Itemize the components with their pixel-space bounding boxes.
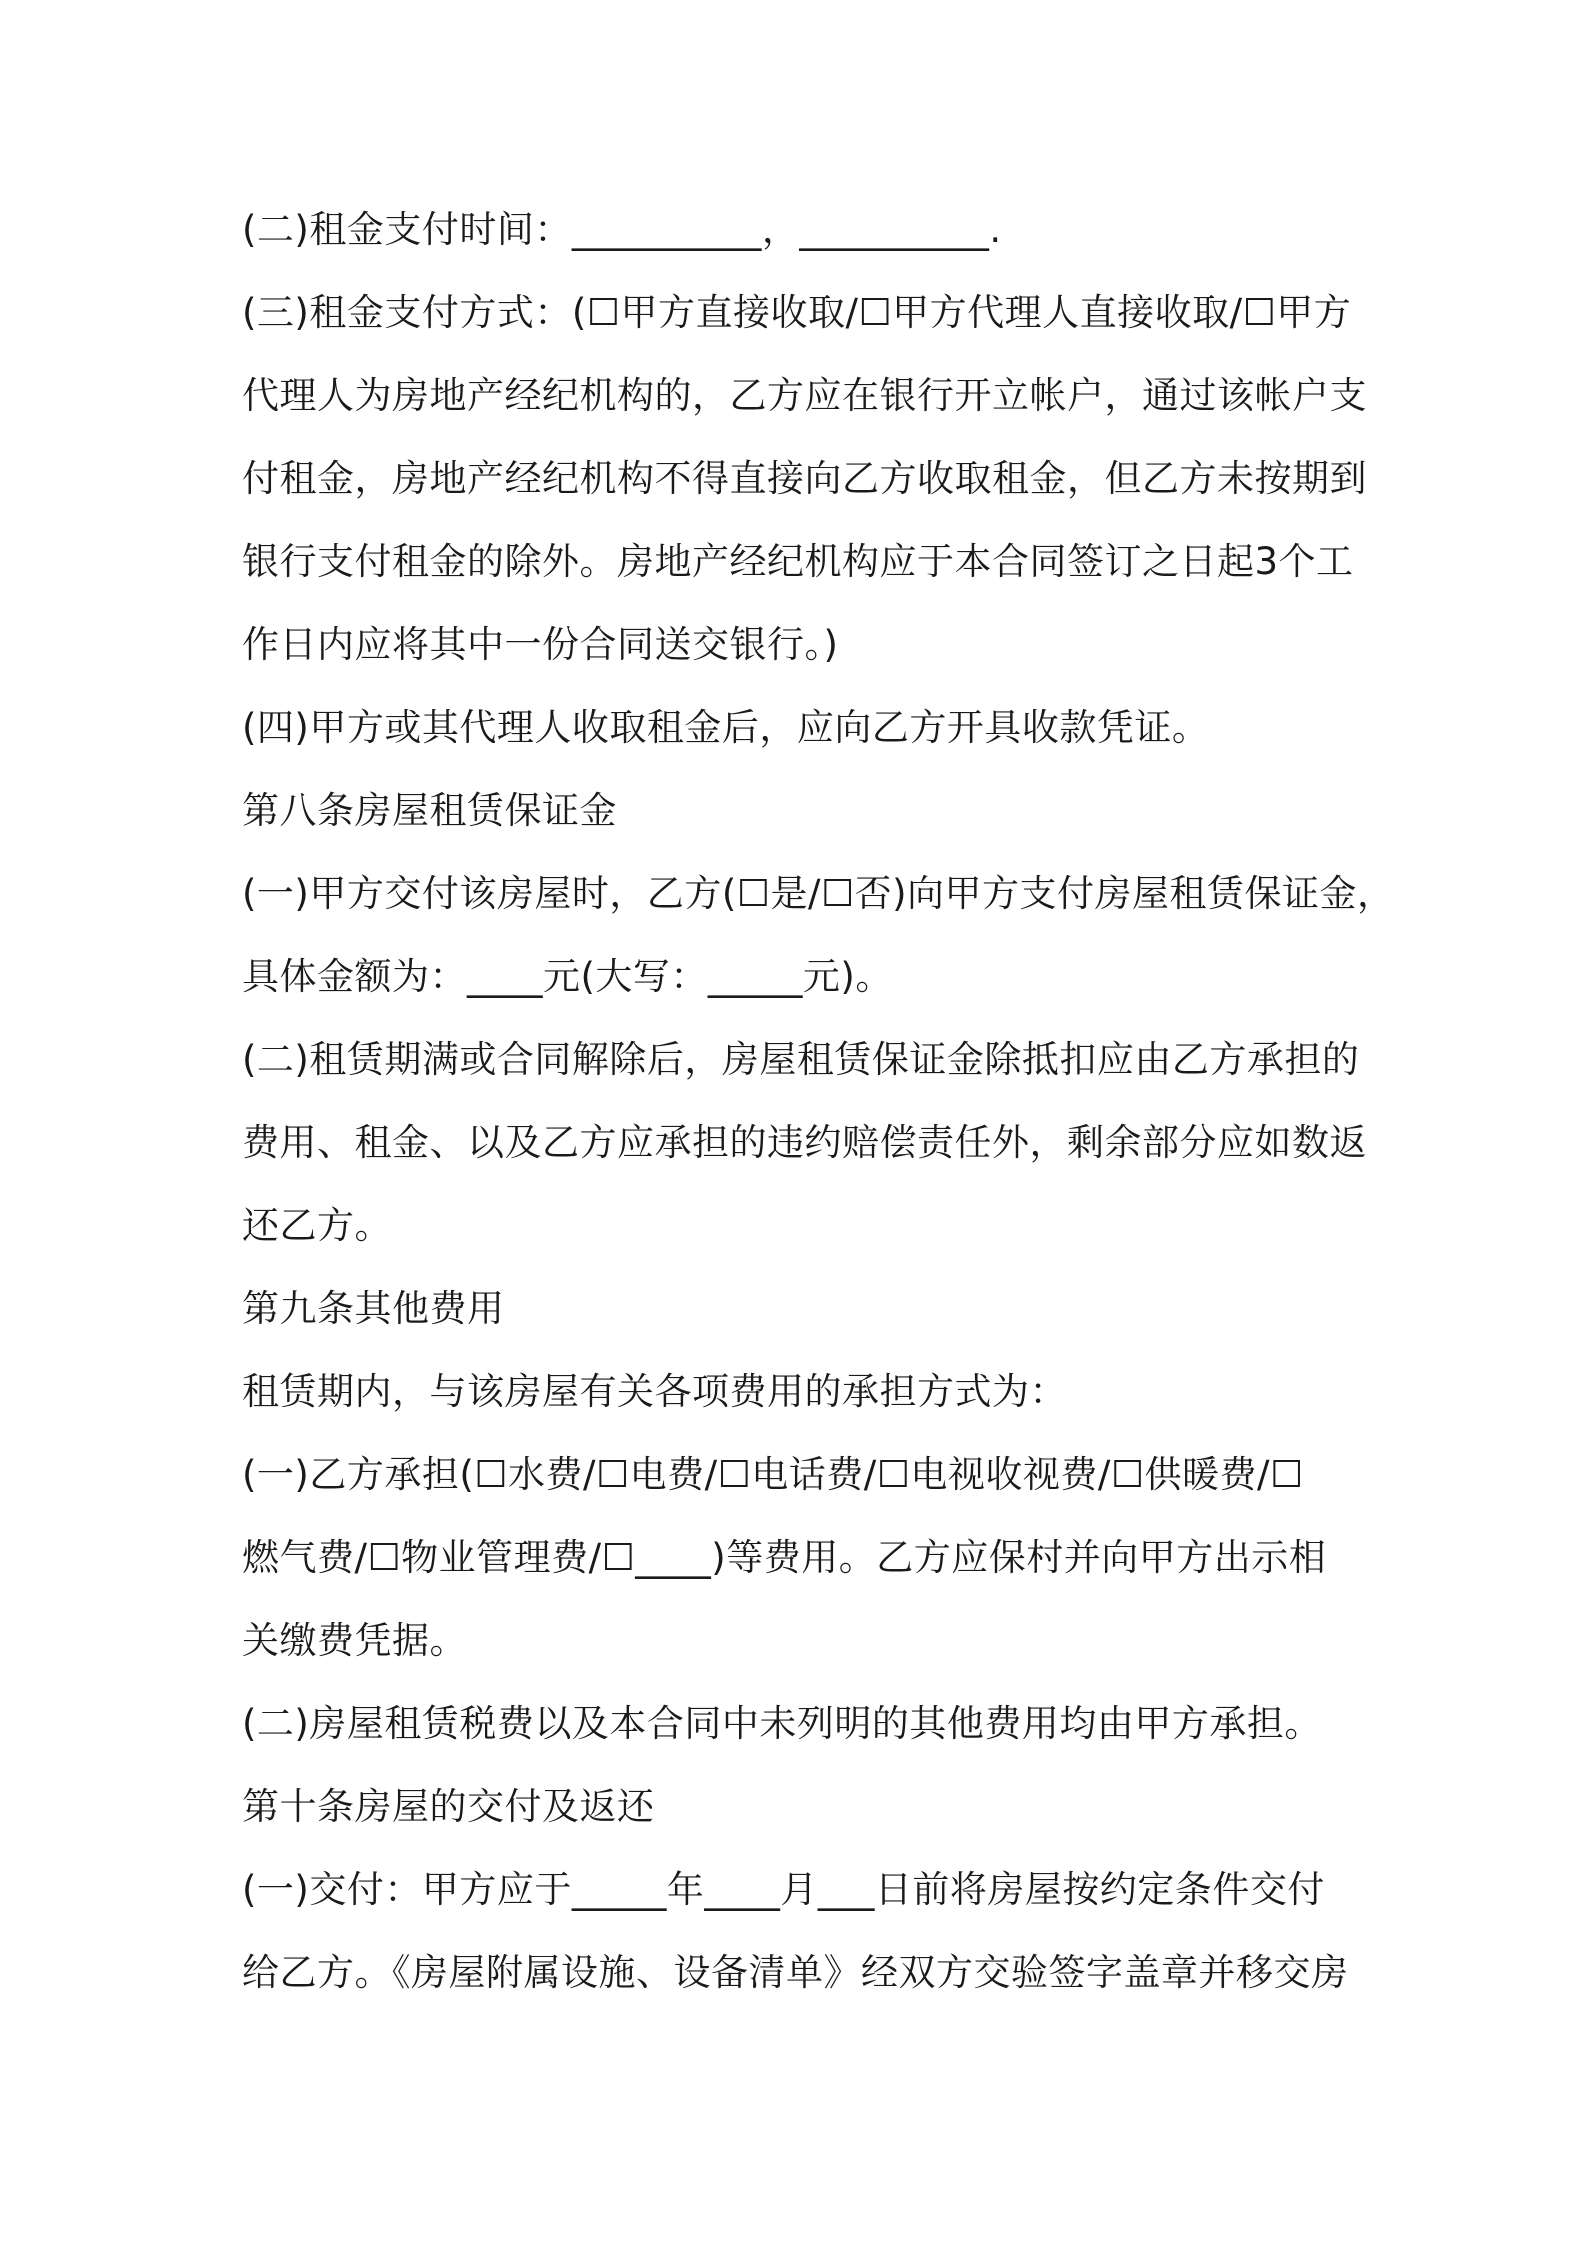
rent-payment-time-line: (二)租金支付时间：__________，__________.	[242, 208, 1002, 251]
paragraph-line: 还乙方。	[242, 1204, 392, 1247]
article-10-heading: 第十条房屋的交付及返还	[242, 1785, 655, 1828]
delivery-clause-line: (一)交付：甲方应于_____年____月___日前将房屋按约定条件交付	[242, 1868, 1325, 1911]
deposit-clause-line: (一)甲方交付该房屋时，乙方(☐是/☐否)向甲方支付房屋租赁保证金，	[242, 872, 1395, 915]
paragraph-line: 付租金，房地产经纪机构不得直接向乙方收取租金，但乙方未按期到	[242, 457, 1367, 500]
other-fees-intro-line: 租赁期内，与该房屋有关各项费用的承担方式为：	[242, 1370, 1067, 1413]
landlord-fees-line: (二)房屋租赁税费以及本合同中未列明的其他费用均由甲方承担。	[242, 1702, 1322, 1745]
paragraph-line: 燃气费/☐物业管理费/☐____)等费用。乙方应保村并向甲方出示相	[242, 1536, 1327, 1579]
article-9-heading: 第九条其他费用	[242, 1287, 505, 1330]
paragraph-line: 代理人为房地产经纪机构的，乙方应在银行开立帐户，通过该帐户支	[242, 374, 1367, 417]
paragraph-line: 关缴费凭据。	[242, 1619, 467, 1662]
article-8-heading: 第八条房屋租赁保证金	[242, 789, 617, 832]
deposit-amount-line: 具体金额为：____元(大写：_____元)。	[242, 955, 893, 998]
paragraph-line: 给乙方。《房屋附属设施、设备清单》经双方交验签字盖章并移交房	[242, 1951, 1349, 1994]
rent-receipt-line: (四)甲方或其代理人收取租金后，应向乙方开具收款凭证。	[242, 706, 1210, 749]
paragraph-line: 作日内应将其中一份合同送交银行。)	[242, 623, 839, 666]
rent-payment-method-line: (三)租金支付方式：(☐甲方直接收取/☐甲方代理人直接收取/☐甲方	[242, 291, 1352, 334]
deposit-return-line: (二)租赁期满或合同解除后，房屋租赁保证金除抵扣应由乙方承担的	[242, 1038, 1360, 1081]
tenant-fees-line: (一)乙方承担(☐水费/☐电费/☐电话费/☐电视收视费/☐供暖费/☐	[242, 1453, 1304, 1496]
paragraph-line: 银行支付租金的除外。房地产经纪机构应于本合同签订之日起3个工	[242, 540, 1354, 583]
paragraph-line: 费用、租金、以及乙方应承担的违约赔偿责任外，剩余部分应如数返	[242, 1121, 1367, 1164]
